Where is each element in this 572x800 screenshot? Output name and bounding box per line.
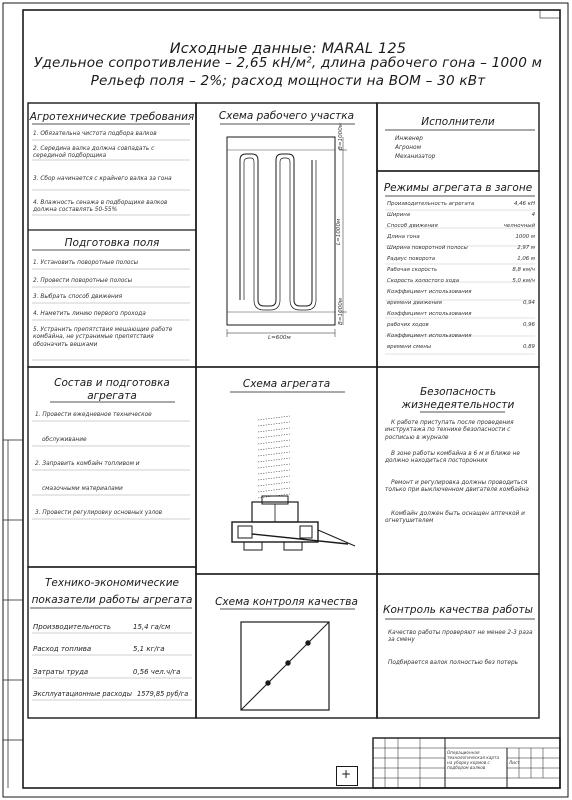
work-mode-label: Коэффициент использования bbox=[387, 311, 472, 317]
eco-value: 0,56 чел.ч/га bbox=[133, 668, 181, 676]
economics-title-2: показатели работы агрегата bbox=[31, 594, 193, 606]
work-mode-label: рабочих ходов bbox=[387, 322, 429, 328]
work-mode-value: 1000 м bbox=[515, 234, 535, 240]
safety-text: К работе приступать после проведения инструктажа по технике безопасности с росписью в журнале bbox=[385, 420, 514, 441]
dim-right-mid: L=1000м bbox=[336, 218, 342, 245]
work-mode-label: Способ движения bbox=[387, 223, 438, 229]
work-mode-label: Ширина bbox=[387, 212, 411, 218]
unit-prep-item: 3. Провести регулировку основных узлов bbox=[35, 510, 163, 516]
safety-text: Ремонт и регулировка должны проводиться только при выключенном двигателе комбайна bbox=[385, 480, 529, 494]
quality-item: Качество работы проверяют не менее 2-3 раза за смену bbox=[388, 630, 533, 644]
prep-item: 4. Наметить линию первого прохода bbox=[33, 311, 146, 317]
work-mode-value: 4,46 кН bbox=[513, 201, 535, 207]
work-mode-label: Ширина поворотной полосы bbox=[387, 245, 468, 251]
agro-item: 1. Обязательна чистота подбора валков bbox=[33, 131, 157, 137]
work-mode-label: времени движения bbox=[387, 300, 442, 306]
unit-prep-item: 2. Заправить комбайн топливом и bbox=[35, 461, 140, 467]
agro-title: Агротехнические требования bbox=[29, 111, 195, 123]
eco-label: Эксплуатационные расходы bbox=[33, 690, 132, 698]
safety-text: Комбайн должен быть оснащен аптечкой и огнетушителем bbox=[385, 511, 525, 525]
plus-icon: + bbox=[341, 767, 352, 781]
quality-scheme-title: Схема контроля качества bbox=[215, 596, 358, 608]
eco-value: 15,4 га/см bbox=[133, 623, 171, 631]
dim-right-bot: В=1000м bbox=[338, 298, 344, 325]
work-mode-label: Коэффициент использования bbox=[387, 333, 472, 339]
unit-prep-item: 1. Провести ежедневное техническое bbox=[35, 412, 152, 418]
work-mode-label: Рабочая скорость bbox=[387, 267, 438, 273]
economics-title-1: Технико-экономические bbox=[45, 577, 179, 589]
work-mode-value: 4 bbox=[531, 212, 535, 218]
eco-value: 1579,85 руб/га bbox=[137, 690, 189, 698]
prep-item: 3. Выбрать способ движения bbox=[33, 294, 123, 300]
eco-label: Расход топлива bbox=[33, 645, 92, 653]
prep-item: 2. Провести поворотные полосы bbox=[33, 278, 133, 284]
eco-label: Производительность bbox=[33, 623, 111, 631]
work-mode-value: 2,97 м bbox=[517, 245, 535, 251]
safety-title-1: Безопасность bbox=[419, 386, 497, 398]
safety-title-2: жизнедеятельности bbox=[401, 399, 515, 411]
quality-item: Подбирается валок полностью без потерь bbox=[388, 660, 519, 666]
performer-item: Инженер bbox=[395, 136, 423, 142]
sheet-label: Лист bbox=[509, 760, 520, 765]
prep-item: 5. Устранить препятствия мешающие работе комбайна, не устранимые препятствия обозначить вешками bbox=[33, 327, 173, 348]
dim-bottom: L=600м bbox=[268, 335, 291, 341]
unit-scheme-title: Схема агрегата bbox=[242, 378, 331, 390]
agro-item: 3. Сбор начинается с крайнего валка за гона bbox=[33, 176, 172, 182]
work-modes-title: Режимы агрегата в загоне bbox=[383, 182, 533, 194]
work-mode-value: 5,0 км/ч bbox=[512, 278, 535, 284]
work-mode-label: Радиус поворота bbox=[387, 256, 436, 262]
field-scheme bbox=[227, 137, 347, 337]
work-mode-label: времени смены bbox=[387, 344, 432, 350]
unit-prep-title-1: Состав и подготовка bbox=[54, 377, 170, 389]
work-mode-value: 8,8 км/ч bbox=[512, 267, 535, 273]
agro-item: 2. Середина валка должна совпадать с серединой подборщика bbox=[33, 146, 155, 160]
unit-prep-title-2: агрегата bbox=[87, 390, 137, 402]
area-scheme-title: Схема рабочего участка bbox=[218, 110, 355, 122]
combine-scheme bbox=[232, 416, 355, 550]
quality-control-title: Контроль качества работы bbox=[383, 604, 533, 616]
eco-label: Затраты труда bbox=[33, 668, 89, 676]
work-mode-value: челночный bbox=[503, 223, 535, 229]
quality-scheme bbox=[241, 622, 329, 710]
work-mode-value: 1,06 м bbox=[517, 256, 535, 262]
work-mode-value: 0,96 bbox=[522, 322, 535, 328]
header-line-3: Рельеф поля – 2%; расход мощности на ВОМ – 30 кВт bbox=[90, 73, 486, 89]
prep-field-title: Подготовка поля bbox=[64, 237, 160, 249]
prep-item: 1. Установить поворотные полосы bbox=[33, 260, 139, 266]
work-mode-value: 0,94 bbox=[522, 300, 535, 306]
header-line-2: Удельное сопротивление – 2,65 кН/м², длина рабочего гона – 1000 м bbox=[33, 55, 543, 71]
header-line-1: Исходные данные: MARAL 125 bbox=[169, 41, 407, 57]
agro-item: 4. Влажность сенажа в подборщике валков должна составлять 50-55% bbox=[33, 200, 168, 214]
work-mode-value: 0,89 bbox=[522, 344, 535, 350]
performer-item: Агроном bbox=[395, 145, 421, 151]
performers-title: Исполнители bbox=[421, 116, 495, 128]
work-mode-label: Коэффициент использования bbox=[387, 289, 472, 295]
doc-name: Операционная технологическая карта на уборку кормов с подбором валков bbox=[447, 750, 500, 770]
eco-value: 5,1 кг/га bbox=[133, 645, 165, 653]
dim-right-top: В=1000м bbox=[338, 123, 344, 150]
safety-text: В зоне работы комбайна в 6 м и ближе не должно находиться посторонних bbox=[385, 451, 520, 465]
work-mode-label: Скорость холостого хода bbox=[387, 278, 460, 284]
work-mode-label: Длина гона bbox=[387, 234, 420, 240]
unit-prep-item: обслуживание bbox=[42, 437, 87, 443]
performer-item: Механизатор bbox=[395, 154, 436, 160]
work-mode-label: Производительность агрегата bbox=[387, 201, 475, 207]
unit-prep-item: смазочными материалами bbox=[42, 486, 123, 492]
